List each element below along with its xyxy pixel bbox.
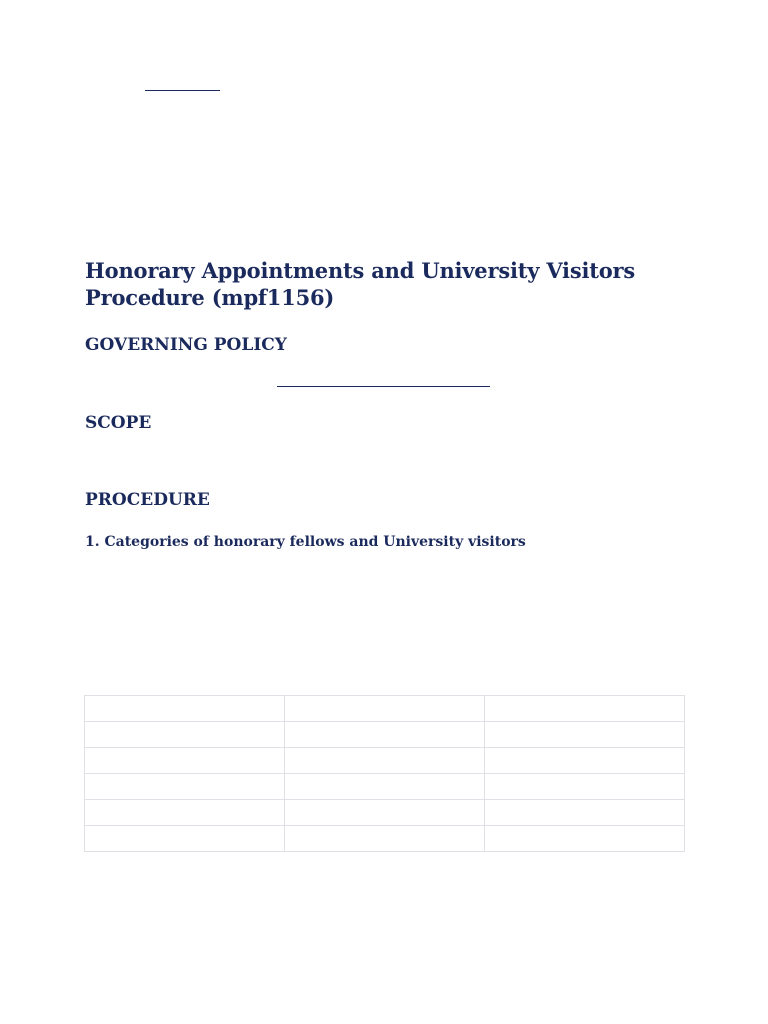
table-row (85, 774, 685, 800)
scope-heading: SCOPE (85, 413, 152, 433)
table-cell (485, 826, 685, 852)
table-cell (285, 696, 485, 722)
header-link-underline[interactable] (145, 90, 220, 91)
table-cell (485, 722, 685, 748)
table-cell (85, 748, 285, 774)
categories-table (84, 695, 685, 852)
table-cell (85, 800, 285, 826)
table-cell (85, 774, 285, 800)
table-row (85, 800, 685, 826)
governing-policy-link-underline[interactable] (277, 386, 490, 387)
table-cell (485, 774, 685, 800)
categories-table-grid (84, 695, 685, 852)
table-cell (485, 748, 685, 774)
procedure-item-1-heading: 1. Categories of honorary fellows and University visitors (85, 534, 526, 550)
table-row (85, 696, 685, 722)
governing-policy-heading: GOVERNING POLICY (85, 335, 287, 355)
table-cell (285, 774, 485, 800)
page-title: Honorary Appointments and University Visitors Procedure (mpf1156) (85, 258, 636, 310)
table-row (85, 748, 685, 774)
table-row (85, 722, 685, 748)
table-cell (485, 800, 685, 826)
table-cell (85, 722, 285, 748)
table-cell (285, 800, 485, 826)
table-cell (285, 722, 485, 748)
table-cell (285, 826, 485, 852)
table-cell (485, 696, 685, 722)
table-cell (285, 748, 485, 774)
table-cell (85, 696, 285, 722)
table-row (85, 826, 685, 852)
procedure-heading: PROCEDURE (85, 490, 210, 510)
table-cell (85, 826, 285, 852)
